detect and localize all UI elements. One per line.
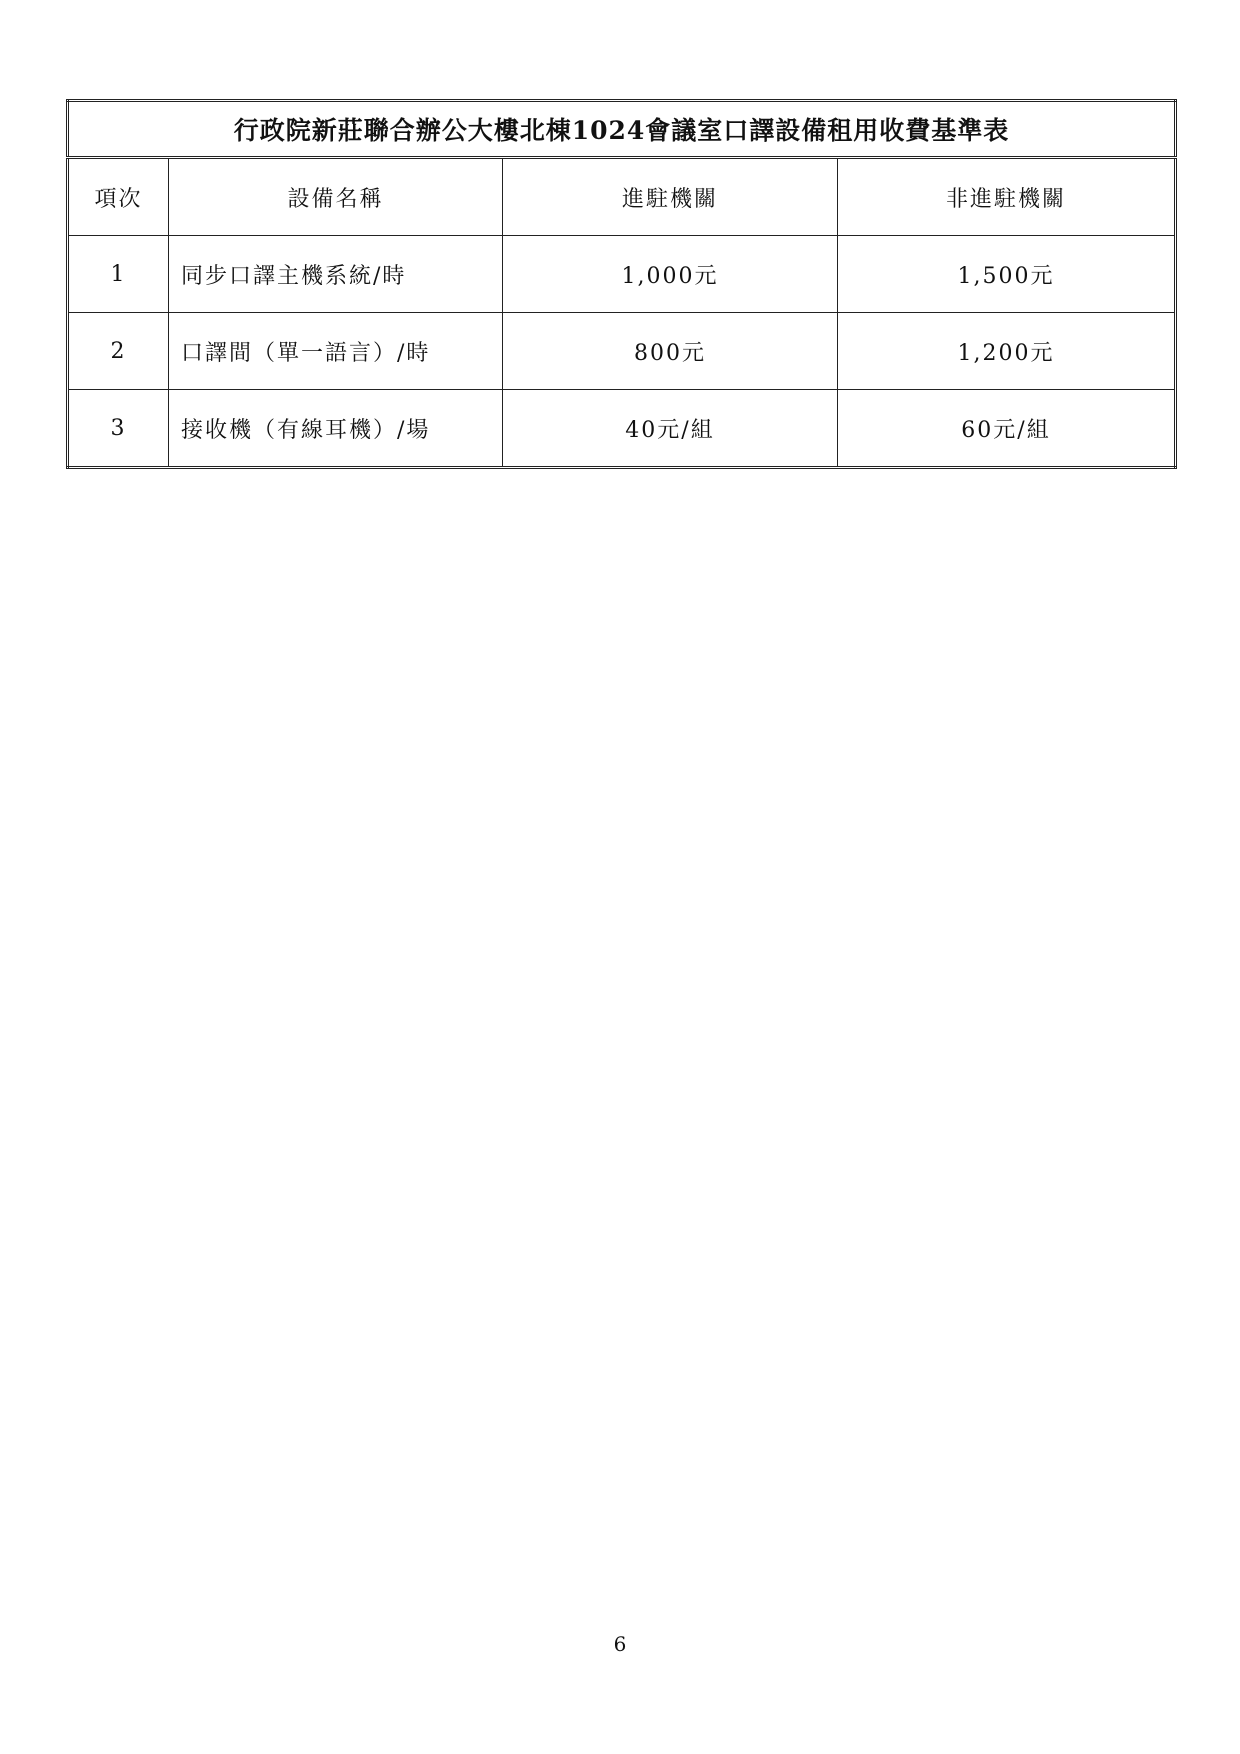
table-title: 行政院新莊聯合辦公大樓北棟1024會議室口譯設備租用收費基準表 [68,101,1176,158]
equipment-name: 口譯間（單一語言）/時 [169,313,503,390]
table-header-row [68,158,1176,236]
table-title-row [68,101,1176,158]
nonresident-fee: 1,200元 [838,313,1176,390]
table-row [68,313,1176,390]
page-number: 6 [613,1632,627,1656]
nonresident-fee: 60元/組 [838,390,1176,468]
item-no: 3 [68,390,169,468]
resident-fee: 40元/組 [503,390,838,468]
equipment-name: 接收機（有線耳機）/場 [169,390,503,468]
resident-fee: 1,000元 [503,236,838,313]
header-nonresident-agency: 非進駐機關 [838,158,1176,236]
item-no: 1 [68,236,169,313]
header-equipment-name: 設備名稱 [169,158,503,236]
fee-schedule-table [66,99,1177,469]
resident-fee: 800元 [503,313,838,390]
table-row [68,236,1176,313]
nonresident-fee: 1,500元 [838,236,1176,313]
item-no: 2 [68,313,169,390]
header-item-no: 項次 [68,158,169,236]
table-row [68,390,1176,468]
header-resident-agency: 進駐機關 [503,158,838,236]
equipment-name: 同步口譯主機系統/時 [169,236,503,313]
